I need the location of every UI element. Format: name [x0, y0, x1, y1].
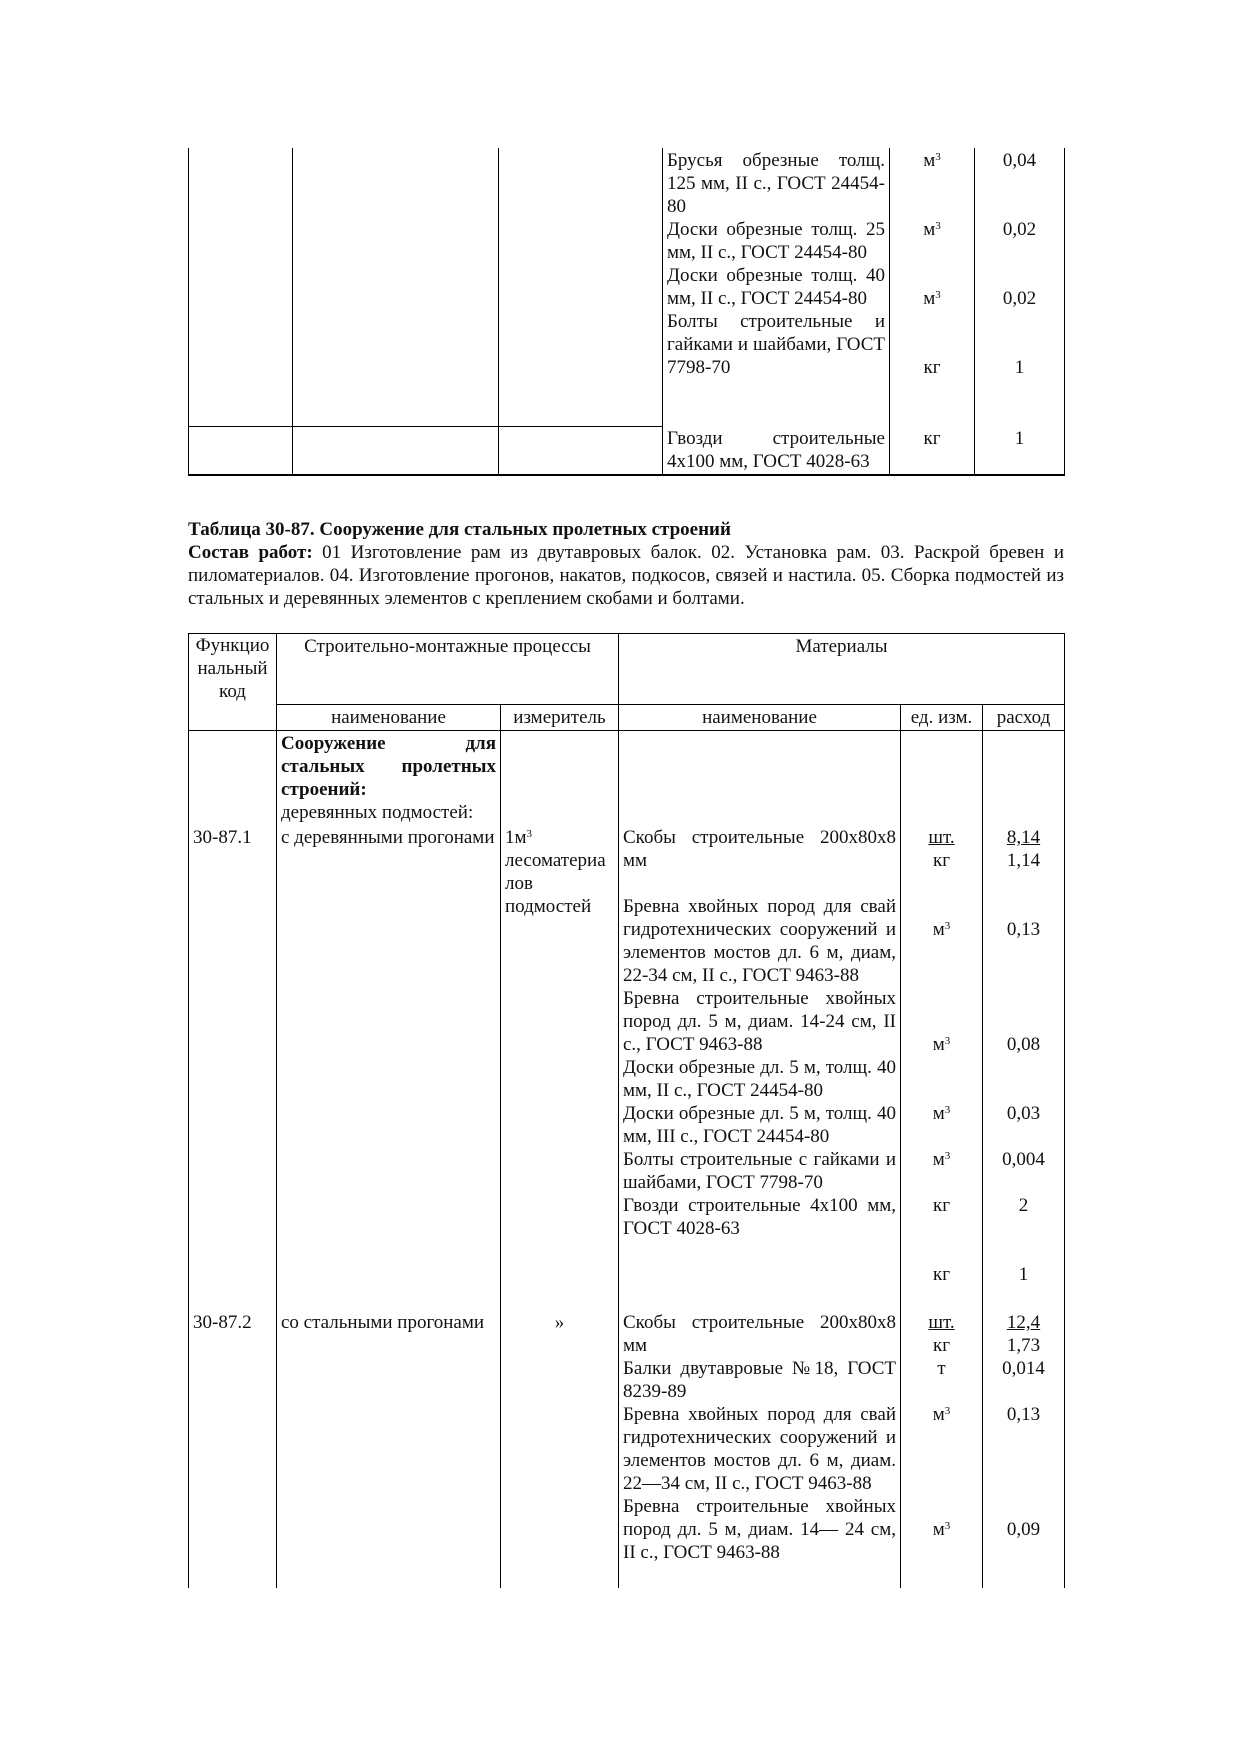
value: 0,03 [1006, 1103, 1041, 1124]
unit-sup: 3 [935, 289, 941, 301]
row-meter [501, 825, 619, 1310]
value: 0,13 [1006, 1404, 1041, 1425]
material-name: Скобы строительные 200х80х8 мм [623, 1312, 896, 1356]
material-name: Бревна хвойных пород для свай гидротехнических сооружений и элементов мостов дл. 6 м, диам, 22-34 см, II с., ГОСТ 9463-88 [623, 896, 896, 986]
unit: кг [923, 357, 941, 378]
material-name: Доски обрезные толщ. 25 мм, II с., ГОСТ 24454-80 [667, 219, 885, 263]
material-name: Бревна хвойных пород для свай гидротехнических сооружений и элементов мостов дл. 6 м, диам. 22—34 см, II с., ГОСТ 9463-88 [623, 1404, 896, 1494]
value: 1,14 [1006, 850, 1041, 871]
material-name: Доски обрезные дл. 5 м, толщ. 40 мм, III с., ГОСТ 24454-80 [623, 1103, 896, 1147]
material-name: Болты строительные с гайками и шайбами, ГОСТ 7798-70 [623, 1149, 896, 1193]
value: 12,4 [1006, 1312, 1041, 1333]
material-name: Балки двутавровые №18, ГОСТ 8239-89 [623, 1358, 896, 1402]
unit: м [932, 1519, 945, 1540]
unit: м [932, 1149, 945, 1170]
header-consumption: расход [983, 705, 1065, 731]
unit: кг [932, 850, 951, 871]
row-code: 30-87.1 [189, 825, 277, 1310]
material-name: Доски обрезные дл. 5 м, толщ. 40 мм, II с., ГОСТ 24454-80 [623, 1057, 896, 1101]
value: 0,09 [1006, 1519, 1041, 1540]
unit: шт. [928, 827, 955, 848]
unit: шт. [928, 1312, 955, 1333]
section-title: Сооружение для стальных пролетных строений: [281, 733, 496, 800]
unit: м [932, 919, 945, 940]
row-process: со стальными прогонами [277, 1310, 501, 1588]
value: 8,14 [1006, 827, 1041, 848]
continuation-table [188, 148, 1065, 476]
material-name: Гвозди строительные 4х100 мм, ГОСТ 4028-63 [623, 1195, 896, 1239]
row-process: с деревянными прогонами [277, 825, 501, 1310]
unit-sup: 3 [944, 1104, 951, 1116]
unit: кг [932, 1264, 951, 1285]
meter-sup: 3 [526, 828, 533, 840]
value: 1 [975, 426, 1065, 475]
unit-sup: 3 [944, 1150, 951, 1162]
value: 1,73 [1006, 1335, 1041, 1356]
meter-unit: 1м [505, 827, 527, 848]
norms-table [188, 633, 1065, 1588]
unit: м [932, 1103, 945, 1124]
work-composition [188, 541, 1064, 610]
material-name: Бревна строительные хвойных пород дл. 5 м, диам. 14-24 см, II с., ГОСТ 9463-88 [623, 988, 896, 1055]
header-materials: Материалы [619, 634, 1065, 705]
material-name: Брусья обрезные толщ. 125 мм, II с., ГОСТ 24454-80 [667, 150, 885, 217]
table-title: Таблица 30-87. Сооружение для стальных пролетных строений [188, 519, 731, 540]
unit: м [923, 150, 936, 171]
value: 0,08 [1006, 1034, 1041, 1055]
material-name: Доски обрезные толщ. 40 мм, II с., ГОСТ 24454-80 [667, 265, 885, 309]
material-name: Бревна строительные хвойных пород дл. 5 м, диам. 14— 24 см, II с., ГОСТ 9463-88 [623, 1496, 896, 1563]
unit-sup: 3 [944, 1520, 951, 1532]
unit: м [923, 288, 936, 309]
unit: кг [932, 1195, 951, 1216]
unit: м [932, 1404, 945, 1425]
material-name: Скобы строительные 200х80х8 мм [623, 827, 896, 871]
header-processes: Строительно-монтажные процессы [277, 634, 619, 705]
material-name: Гвозди строительные 4х100 мм, ГОСТ 4028-63 [663, 426, 890, 475]
unit: м [932, 1034, 945, 1055]
value: 0,13 [1006, 919, 1041, 940]
unit-sup: 3 [935, 151, 941, 163]
unit: кг [932, 1335, 951, 1356]
header-mat-name: наименование [619, 705, 901, 731]
table-caption [188, 518, 1064, 610]
work-composition-label: Состав работ: [188, 542, 313, 563]
value: 1 [1018, 1264, 1029, 1285]
row-meter: » [501, 1310, 619, 1588]
header-name: наименование [277, 705, 501, 731]
value: 2 [1018, 1195, 1029, 1216]
unit-sup: 3 [944, 920, 951, 932]
value: 1 [1014, 357, 1025, 378]
section-subtitle: деревянных подмостей: [281, 802, 474, 823]
value: 0,04 [1002, 150, 1037, 171]
value: 0,02 [1002, 288, 1037, 309]
unit-sup: 3 [944, 1035, 951, 1047]
value: 0,014 [1002, 1358, 1045, 1379]
value: 0,004 [1002, 1149, 1045, 1170]
header-code: Функцио нальный код [189, 634, 277, 731]
header-unit: ед. изм. [901, 705, 983, 731]
unit: м [923, 219, 936, 240]
header-meter: измеритель [501, 705, 619, 731]
row-code: 30-87.2 [189, 1310, 277, 1588]
unit: т [937, 1358, 946, 1379]
material-name: Болты строительные и гайками и шайбами, ГОСТ 7798-70 [667, 311, 885, 378]
value: 0,02 [1002, 219, 1037, 240]
unit-sup: 3 [944, 1405, 951, 1417]
unit-sup: 3 [935, 220, 941, 232]
meter-desc: лесоматериа лов подмостей [505, 850, 606, 917]
work-composition-text: 01 Изготовление рам из двутавровых балок. 02. Установка рам. 03. Раскрой бревен и пиломатериалов. 04. Изготовление прогонов, накатов, подкосов, связей и настила. 05. Сборка подмостей из стальных и деревянных элементов с креплением скобами и болтами. [188, 542, 1064, 609]
unit: кг [890, 426, 975, 475]
